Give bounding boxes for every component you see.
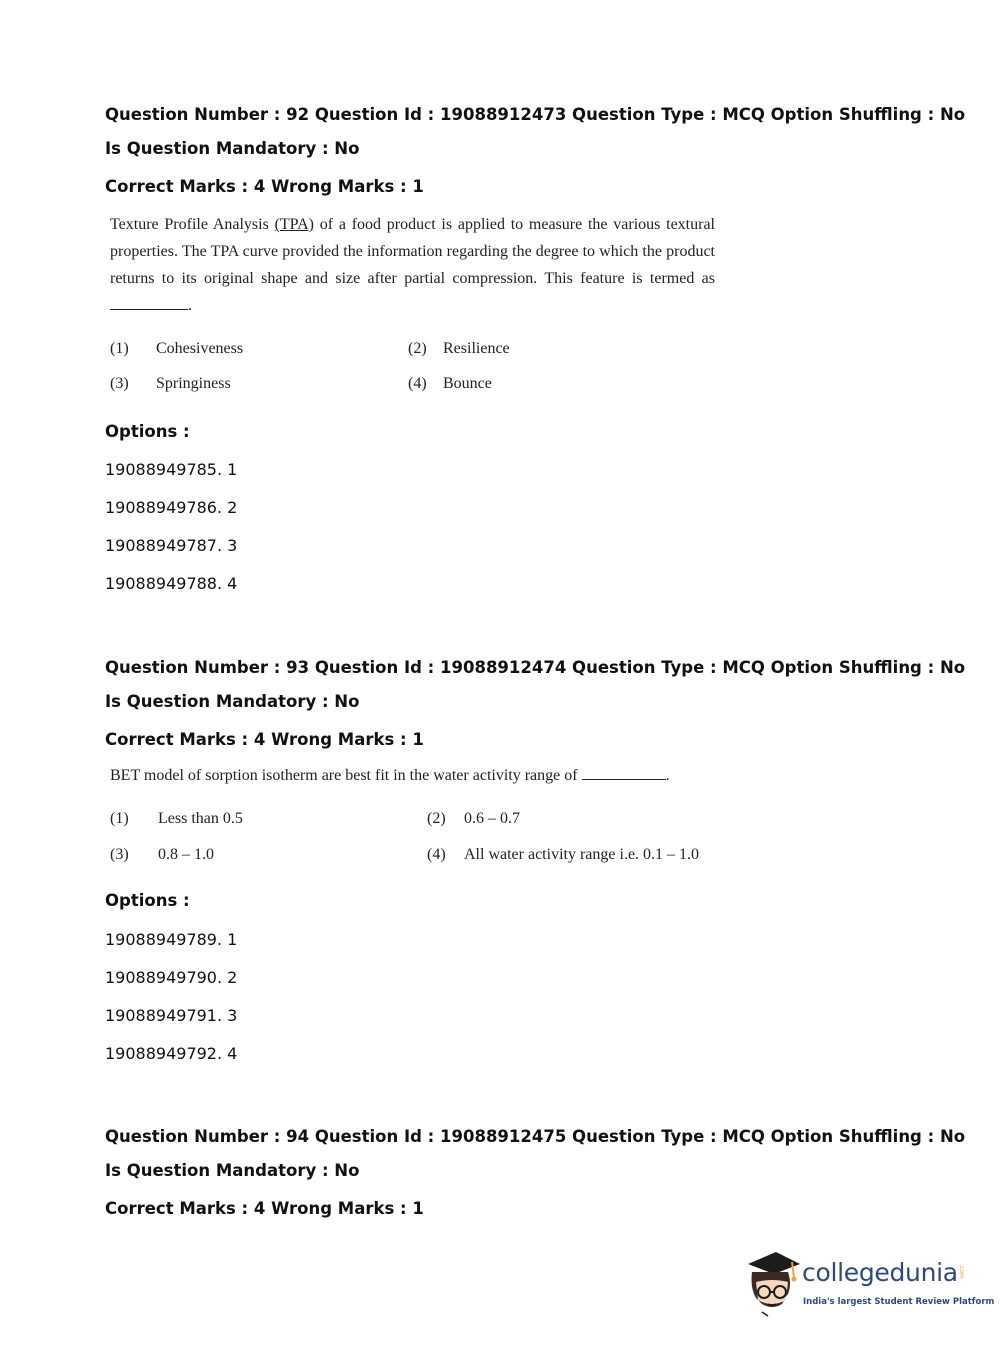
choice-text: Springiness: [156, 375, 231, 392]
mascot-icon: [742, 1248, 804, 1318]
options-label: Options :: [105, 891, 190, 910]
option-id: 19088949785. 1: [105, 460, 238, 479]
choice-number: (1): [110, 810, 129, 827]
choice-4: [408, 375, 492, 393]
question-meta: Question Number : 94 Question Id : 19088912475 Question Type : MCQ Option Shuffling : No: [105, 1127, 966, 1146]
question-mandatory: Is Question Mandatory : No: [105, 692, 360, 711]
option-id: 19088949787. 3: [105, 536, 238, 555]
question-92-text: [110, 211, 715, 319]
choice-number: (3): [110, 375, 129, 392]
choice-2: [427, 810, 520, 828]
choice-text: Bounce: [443, 375, 492, 392]
question-text-part: Texture Profile Analysis: [110, 216, 275, 233]
question-92-header: [105, 105, 965, 197]
question-text-part: BET model of sorption isotherm are best fit in the water activity range of: [110, 767, 582, 784]
choice-1: [110, 340, 244, 358]
option-id: 19088949791. 3: [105, 1006, 238, 1025]
question-marks: Correct Marks : 4 Wrong Marks : 1: [105, 177, 424, 196]
choice-text: Resilience: [443, 340, 510, 357]
choice-number: (4): [408, 375, 427, 392]
question-meta: Question Number : 92 Question Id : 19088912473 Question Type : MCQ Option Shuffling : No: [105, 105, 966, 124]
answer-blank: [582, 765, 666, 780]
choice-number: (1): [110, 340, 129, 357]
option-id: 19088949789. 1: [105, 930, 238, 949]
choice-text: Cohesiveness: [156, 340, 244, 357]
question-text-end: .: [188, 297, 192, 314]
logo-tagline: India's largest Student Review Platform: [803, 1297, 995, 1307]
choice-number: (2): [427, 810, 446, 827]
choice-2: [408, 340, 510, 358]
question-marks: Correct Marks : 4 Wrong Marks : 1: [105, 1199, 424, 1218]
choice-3: [110, 375, 231, 393]
question-text-part: of a food product is applied to measure the various textural properties. The TPA curve provided the information regarding the degree to which the product returns to its original shape and size after partial compression. This feature is termed as: [110, 216, 715, 287]
option-id: 19088949788. 4: [105, 574, 238, 593]
question-meta: Question Number : 93 Question Id : 19088912474 Question Type : MCQ Option Shuffling : No: [105, 658, 966, 677]
question-text-underlined: (TPA): [274, 216, 314, 233]
logo-domain: .com: [958, 1264, 965, 1279]
question-marks: Correct Marks : 4 Wrong Marks : 1: [105, 730, 424, 749]
question-93-text: [110, 762, 750, 789]
option-id: 19088949786. 2: [105, 498, 238, 517]
question-text-end: .: [665, 767, 670, 784]
choice-4: [427, 846, 700, 864]
choice-text: 0.6 – 0.7: [464, 810, 520, 827]
options-label: Options :: [105, 422, 190, 441]
option-id: 19088949790. 2: [105, 968, 238, 987]
question-mandatory: Is Question Mandatory : No: [105, 1161, 360, 1180]
collegedunia-logo[interactable]: [742, 1248, 995, 1318]
choice-number: (4): [427, 846, 446, 863]
choice-text: All water activity range i.e. 0.1 – 1.0: [464, 846, 700, 863]
choice-3: [110, 846, 214, 864]
answer-blank: [110, 295, 188, 310]
choice-number: (3): [110, 846, 129, 863]
question-94-header: [105, 1127, 965, 1219]
choice-number: (2): [408, 340, 427, 357]
question-93-header: [105, 658, 965, 750]
choice-text: 0.8 – 1.0: [158, 846, 214, 863]
choice-1: [110, 810, 243, 828]
choice-text: Less than 0.5: [158, 810, 243, 827]
option-id: 19088949792. 4: [105, 1044, 238, 1063]
logo-wordmark: collegedunia: [802, 1258, 958, 1287]
question-mandatory: Is Question Mandatory : No: [105, 139, 360, 158]
